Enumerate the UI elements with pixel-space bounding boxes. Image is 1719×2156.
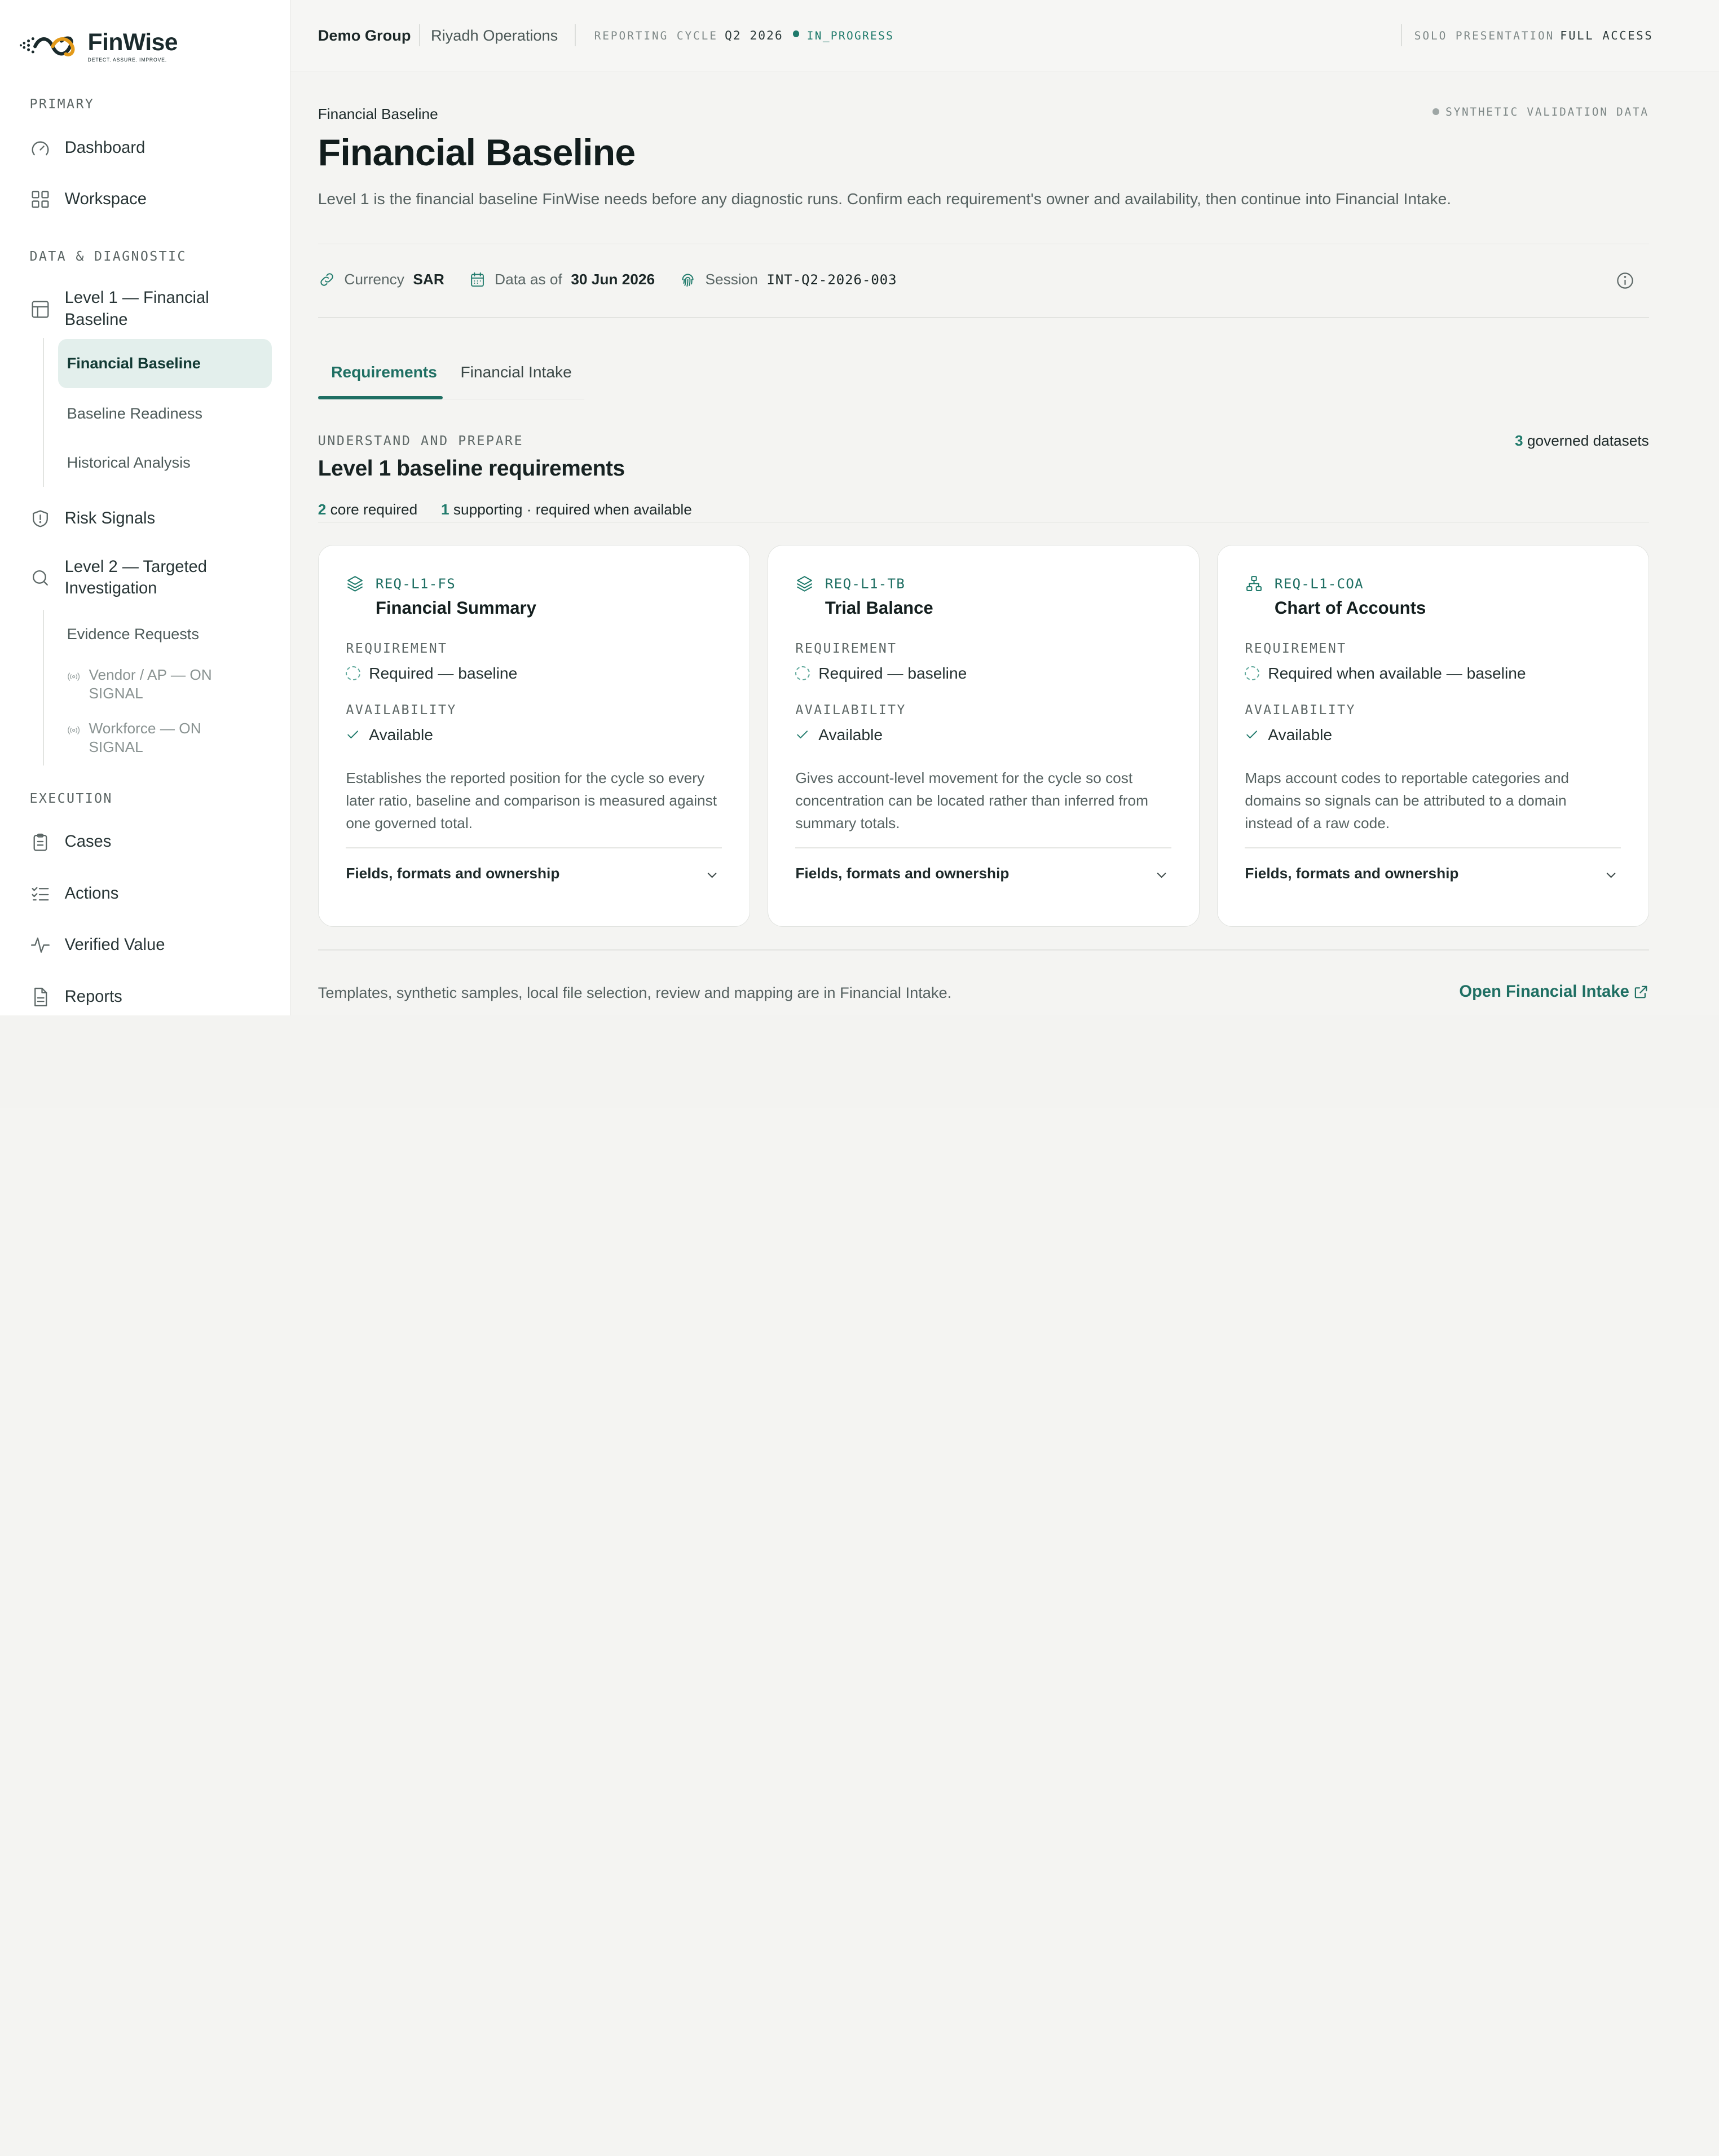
pending-circle-icon [346,666,360,680]
pulse-icon [29,934,51,956]
breadcrumb: Financial Baseline [318,105,438,122]
divider [318,244,1649,245]
requirement-code [346,574,456,593]
fields-expander[interactable]: Fields, formats and ownership [346,864,560,882]
finwise-logo-icon [20,32,81,61]
divider [318,317,1649,318]
nav-cases[interactable] [29,831,273,853]
topbar-divider [1401,24,1402,46]
brand-logo[interactable] [20,30,178,63]
requirement-code [795,574,905,593]
subnav-vendor-ap[interactable] [58,666,272,705]
currency-meta [318,271,444,288]
section-eyebrow: UNDERSTAND AND PREPARE [318,433,524,448]
session-value: INT-Q2-2026-003 [766,271,897,288]
nav-actions-label: Actions [64,884,119,903]
fields-expander[interactable]: Fields, formats and ownership [1245,864,1459,882]
requirement-card [768,545,1200,927]
divider [1245,847,1621,848]
requirement-description: Gives account-level movement for the cycle so cost concentration can be located rather than inferred from summary totals. [795,769,1148,831]
tab-financial-intake[interactable]: Financial Intake [460,363,572,381]
calendar-icon [469,271,486,288]
nav-dashboard[interactable] [29,137,273,159]
fields-expander[interactable]: Fields, formats and ownership [795,864,1010,882]
open-financial-intake-link[interactable] [1459,983,1649,1001]
divider [346,847,722,848]
chevron-down-icon[interactable] [1603,867,1619,882]
tab-requirements[interactable]: Requirements [331,363,437,381]
requirement-description: Establishes the reported position for the cycle so every later ratio, baseline and comparison is measured against one governed total. [346,769,717,831]
requirement-heading: REQUIREMENT [1245,641,1347,657]
check-icon [346,728,360,742]
core-count: 2 [318,501,327,518]
hierarchy-icon [1245,574,1263,593]
asof-label: Data as of [495,271,562,288]
governed-count: 3 [1515,432,1523,449]
availability-value-label: Available [1268,725,1333,743]
gauge-icon [29,137,51,159]
availability-heading: AVAILABILITY [1245,702,1356,718]
synthetic-data-label: SYNTHETIC VALIDATION DATA [1445,105,1649,118]
fingerprint-icon [679,271,697,288]
nav-verified-value[interactable] [29,934,273,956]
status-dot-icon [793,30,800,37]
sidebar [0,0,290,1015]
availability-value [346,725,433,744]
availability-heading: AVAILABILITY [795,702,906,718]
subnav-vendor-ap-label: Vendor / AP — ON SIGNAL [89,666,212,702]
section-title: Level 1 baseline requirements [318,456,625,481]
availability-value [795,725,883,744]
nav-dashboard-label: Dashboard [64,138,146,157]
requirement-card [318,545,750,927]
synthetic-data-badge [1432,105,1649,118]
requirement-value [1245,664,1526,683]
nav-reports[interactable] [29,986,273,1008]
check-icon [795,728,809,742]
requirement-value [346,664,517,683]
subnav-workforce-label: Workforce — ON SIGNAL [89,720,201,756]
requirement-value-label: Required when available — baseline [1268,664,1526,683]
asof-meta [469,271,655,288]
cycle-status-badge: IN_PROGRESS [806,29,894,43]
subnav-baseline-readiness[interactable]: Baseline Readiness [67,404,203,422]
presentation-mode-label: SOLO PRESENTATION [1414,29,1555,43]
search-icon [29,567,51,589]
link-icon [318,271,336,288]
availability-value-label: Available [369,725,433,743]
section-heading-execution: EXECUTION [29,790,113,806]
nav-level2[interactable] [29,556,249,600]
chevron-down-icon[interactable] [1154,867,1169,882]
subnav-workforce[interactable] [58,719,272,759]
session-label: Session [705,271,758,288]
requirement-code-label: REQ-L1-FS [375,575,456,592]
checklist-icon [29,883,51,905]
requirement-value [795,664,967,683]
brand-name: FinWise [87,29,178,56]
footer-note: Templates, synthetic samples, local file selection, review and mapping are in Financial Intake. [318,983,952,1001]
divider [318,949,1649,951]
info-icon[interactable] [1615,271,1635,291]
requirement-name: Financial Summary [375,598,536,618]
subnav-divider [43,338,44,487]
access-level: FULL ACCESS [1560,28,1654,42]
nav-reports-label: Reports [64,987,122,1006]
asof-value: 30 Jun 2026 [571,271,655,288]
pending-circle-icon [795,666,809,680]
org-group[interactable]: Demo Group [318,26,411,44]
page-description: Level 1 is the financial baseline FinWise needs before any diagnostic runs. Confirm each requirement's owner and availability, then continue into Financial Intake. [318,190,1452,208]
open-financial-intake-label: Open Financial Intake [1459,982,1629,1001]
topbar-divider [419,24,420,46]
nav-level2-label: Level 2 — Targeted Investigation [64,557,207,598]
signal-icon [67,669,80,688]
signal-icon [67,723,80,741]
governed-label: governed datasets [1527,432,1649,449]
document-icon [29,986,51,1008]
requirement-name: Trial Balance [825,598,933,618]
supporting-label: supporting · required when available [453,501,692,518]
nav-level1-label: Level 1 — Financial Baseline [64,289,209,329]
org-operations[interactable]: Riyadh Operations [430,26,558,44]
layers-icon [346,574,364,593]
grid-icon [29,188,51,210]
supporting-count: 1 [441,501,449,518]
divider [318,522,1649,523]
requirement-heading: REQUIREMENT [346,641,448,657]
requirement-value-label: Required — baseline [369,664,518,683]
context-meta [318,271,921,288]
page-title: Financial Baseline [318,132,636,174]
nav-workspace-label: Workspace [64,190,147,209]
shield-icon [29,508,51,530]
top-bar [290,0,1719,72]
core-label: core required [330,501,418,518]
nav-actions[interactable] [29,883,273,905]
brand-tagline: DETECT. ASSURE. IMPROVE. [87,57,167,63]
currency-label: Currency [344,271,404,288]
topbar-divider [575,24,576,46]
reporting-cycle-label: REPORTING CYCLE [594,29,718,43]
governed-datasets-count [1515,432,1649,450]
section-heading-data: DATA & DIAGNOSTIC [29,249,187,265]
requirement-name: Chart of Accounts [1274,598,1426,618]
availability-value-label: Available [818,725,883,743]
external-link-icon [1633,984,1649,1000]
nav-verified-value-label: Verified Value [64,936,165,954]
nav-level1[interactable] [29,287,249,331]
requirement-heading: REQUIREMENT [795,641,897,657]
availability-heading: AVAILABILITY [346,702,457,718]
requirement-value-label: Required — baseline [818,664,967,683]
subnav-evidence-requests[interactable]: Evidence Requests [67,624,199,643]
requirement-counts [318,501,692,518]
nav-risk-signals-label: Risk Signals [64,509,156,527]
reporting-cycle-value: Q2 2026 [724,28,783,43]
tab-bar [318,357,584,399]
session-meta [679,271,897,288]
subnav-divider-2 [43,610,44,765]
table-icon [29,298,51,320]
chevron-down-icon[interactable] [704,867,720,882]
nav-risk-signals[interactable] [29,508,273,530]
requirement-code-label: REQ-L1-TB [825,575,906,592]
subnav-historical-analysis[interactable]: Historical Analysis [67,454,191,472]
requirement-code-label: REQ-L1-COA [1274,575,1364,592]
nav-workspace[interactable] [29,188,273,210]
pending-circle-icon [1245,666,1259,680]
requirement-description: Maps account codes to reportable categories and domains so signals can be attributed to a domain instead of a raw code. [1245,769,1570,831]
section-heading-primary: PRIMARY [29,96,95,112]
subnav-financial-baseline[interactable]: Financial Baseline [58,339,272,388]
nav-cases-label: Cases [64,833,112,851]
clipboard-icon [29,831,51,853]
requirement-card [1217,545,1649,927]
currency-value: SAR [413,271,444,288]
divider [795,847,1171,848]
page-bottom-background [0,1015,1719,1108]
active-tab-indicator [318,396,443,399]
check-icon [1245,728,1259,742]
status-dot-icon [1432,108,1439,115]
availability-value [1245,725,1332,744]
requirement-code [1245,574,1363,593]
layers-icon [795,574,814,593]
